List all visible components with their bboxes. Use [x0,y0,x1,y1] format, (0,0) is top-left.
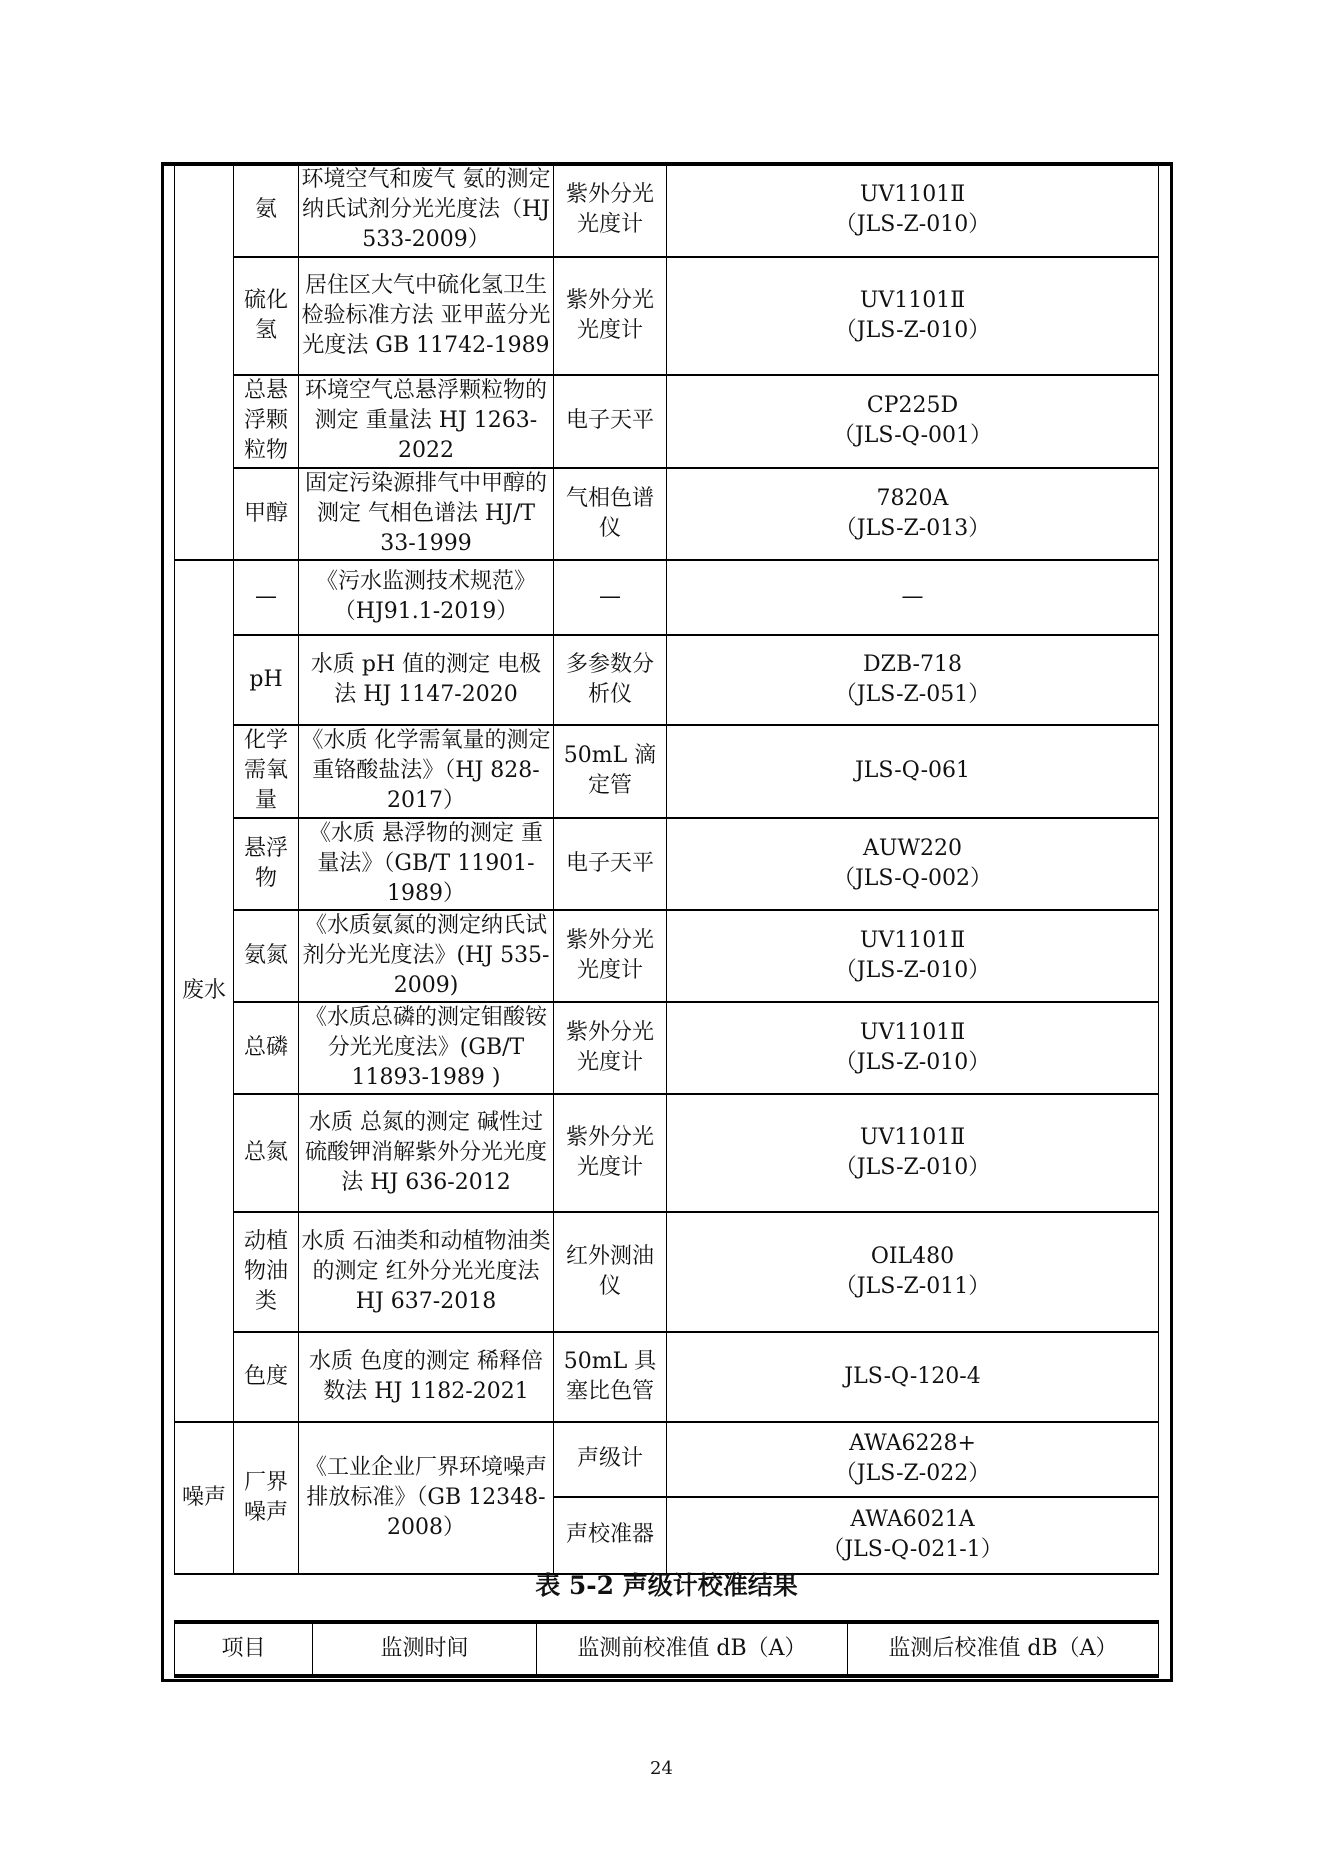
method-cell: 水质 总氮的测定 碱性过硫酸钾消解紫外分光光度法 HJ 636-2012 [299,1094,554,1212]
instrument-id: （JLS-Z-010） [834,1154,991,1180]
instrument-model: AWA6228+ [849,1431,976,1456]
instrument-model-cell [667,725,1159,818]
instrument-model-cell [667,910,1159,1002]
instrument-model: OIL480 [870,1243,955,1269]
table-caption: 表 5-2 声级计校准结果 [535,1571,798,1600]
method-cell: 固定污染源排气中甲醇的测定 气相色谱法 HJ/T 33-1999 [299,468,554,560]
page-number: 24 [650,1758,673,1779]
instrument-model-cell [667,818,1159,910]
instrument-model-cell [667,1094,1159,1212]
method-cell: 环境空气和废气 氨的测定 纳氏试剂分光光度法（HJ 533-2009） [299,165,554,257]
instrument-name-cell: 50mL 滴定管 [554,725,667,818]
table-row [175,165,1159,257]
instrument-id: （JLS-Z-010） [834,317,991,343]
instrument-model: UV1101Ⅱ [859,1124,966,1150]
instrument-model: JLS-Q-061 [854,758,970,783]
method-cell: 居住区大气中硫化氢卫生检验标准方法 亚甲蓝分光光度法 GB 11742-1989 [299,257,554,375]
instrument-name-cell: 50mL 具塞比色管 [554,1332,667,1422]
header-after: 监测后校准值 dB（A） [848,1622,1159,1676]
method-cell: 《工业企业厂界环境噪声排放标准》（GB 12348-2008） [299,1422,554,1574]
item-cell: pH [234,635,299,725]
header-time: 监测时间 [313,1622,537,1676]
table-row [175,1212,1159,1332]
header-item: 项目 [175,1622,313,1676]
instrument-name-cell: 红外测油仪 [554,1212,667,1332]
instrument-model-cell [667,375,1159,468]
method-cell: 《水质总磷的测定钼酸铵分光光度法》(GB/T 11893-1989 ) [299,1002,554,1094]
method-cell: 环境空气总悬浮颗粒物的测定 重量法 HJ 1263-2022 [299,375,554,468]
instrument-model: UV1101Ⅱ [859,182,966,208]
item-cell: 厂界噪声 [234,1422,299,1574]
instrument-name-cell: 气相色谱仪 [554,468,667,560]
instrument-model: CP225D [866,393,959,418]
method-cell: 《污水监测技术规范》（HJ91.1-2019） [299,560,554,635]
table-row [175,910,1159,1002]
instrument-name-cell: 多参数分析仪 [554,635,667,725]
header-before: 监测前校准值 dB（A） [537,1622,848,1676]
item-cell: 色度 [234,1332,299,1422]
instrument-name-cell: 电子天平 [554,375,667,468]
method-cell: 水质 石油类和动植物油类的测定 红外分光光度法 HJ 637-2018 [299,1212,554,1332]
instrument-model-cell [667,257,1159,375]
method-cell: 《水质 化学需氧量的测定 重铬酸盐法》（HJ 828-2017） [299,725,554,818]
instrument-id: （JLS-Z-051） [834,681,991,707]
instrument-model-cell [667,1497,1159,1574]
method-cell: 《水质氨氮的测定纳氏试剂分光光度法》(HJ 535-2009) [299,910,554,1002]
method-cell: 水质 pH 值的测定 电极法 HJ 1147-2020 [299,635,554,725]
table-row [175,1094,1159,1212]
instrument-name-cell: 紫外分光光度计 [554,165,667,257]
instrument-model: AWA6021A [850,1507,975,1532]
instrument-model: UV1101Ⅱ [859,1019,966,1045]
item-cell: 动植物油类 [234,1212,299,1332]
instrument-model: — [901,584,924,609]
instrument-id: （JLS-Z-022） [834,1461,991,1486]
instrument-model: UV1101Ⅱ [859,287,966,313]
item-cell: 化学需氧量 [234,725,299,818]
instrument-model-cell [667,1422,1159,1497]
instrument-id: （JLS-Z-010） [834,957,991,983]
instrument-id: （JLS-Z-010） [834,1049,991,1075]
header-row [175,1622,1159,1676]
instrument-name-cell: 紫外分光光度计 [554,1002,667,1094]
instrument-name-cell: 紫外分光光度计 [554,910,667,1002]
instrument-name-cell: 声校准器 [554,1497,667,1574]
instrument-model: UV1101Ⅱ [859,927,966,953]
table-row [175,635,1159,725]
instrument-name-cell: 声级计 [554,1422,667,1497]
instrument-id: （JLS-Z-010） [834,212,991,238]
instrument-name-cell: 紫外分光光度计 [554,1094,667,1212]
method-cell: 《水质 悬浮物的测定 重量法》（GB/T 11901-1989） [299,818,554,910]
item-cell: 氨氮 [234,910,299,1002]
item-cell: — [234,560,299,635]
instrument-model-cell [667,1332,1159,1422]
method-cell: 水质 色度的测定 稀释倍数法 HJ 1182-2021 [299,1332,554,1422]
item-cell: 总悬浮颗粒物 [234,375,299,468]
table-row [175,818,1159,910]
table-row [175,1002,1159,1094]
calibration-results-table [174,1620,1159,1678]
instrument-model: AUW220 [862,835,963,861]
instrument-model-cell [667,635,1159,725]
instrument-model-cell [667,560,1159,635]
instrument-model: 7820A [876,485,949,511]
table-row [175,725,1159,818]
category-cell [175,165,234,560]
instrument-name-cell: 电子天平 [554,818,667,910]
instrument-model-cell [667,165,1159,257]
category-cell: 废水 [175,560,234,1422]
instrument-id: （JLS-Q-001） [832,423,992,448]
item-cell: 悬浮物 [234,818,299,910]
instrument-id: （JLS-Q-002） [832,865,992,891]
category-cell: 噪声 [175,1422,234,1574]
item-cell: 甲醇 [234,468,299,560]
instrument-id: （JLS-Q-021-1） [822,1537,1003,1562]
instrument-model-cell [667,1002,1159,1094]
item-cell: 总磷 [234,1002,299,1094]
table-row [175,375,1159,468]
table-row [175,1422,1159,1497]
item-cell: 硫化氢 [234,257,299,375]
instrument-id: （JLS-Z-013） [834,515,991,541]
table-row [175,468,1159,560]
instrument-model: JLS-Q-120-4 [844,1363,981,1389]
instrument-model: DZB-718 [863,651,962,677]
monitoring-methods-table [174,164,1159,1575]
instrument-name-cell: — [554,560,667,635]
table-row [175,560,1159,635]
item-cell: 总氮 [234,1094,299,1212]
instrument-model-cell [667,468,1159,560]
table-row [175,257,1159,375]
instrument-model-cell [667,1212,1159,1332]
instrument-name-cell: 紫外分光光度计 [554,257,667,375]
item-cell: 氨 [234,165,299,257]
instrument-id: （JLS-Z-011） [834,1273,991,1299]
table-row [175,1332,1159,1422]
